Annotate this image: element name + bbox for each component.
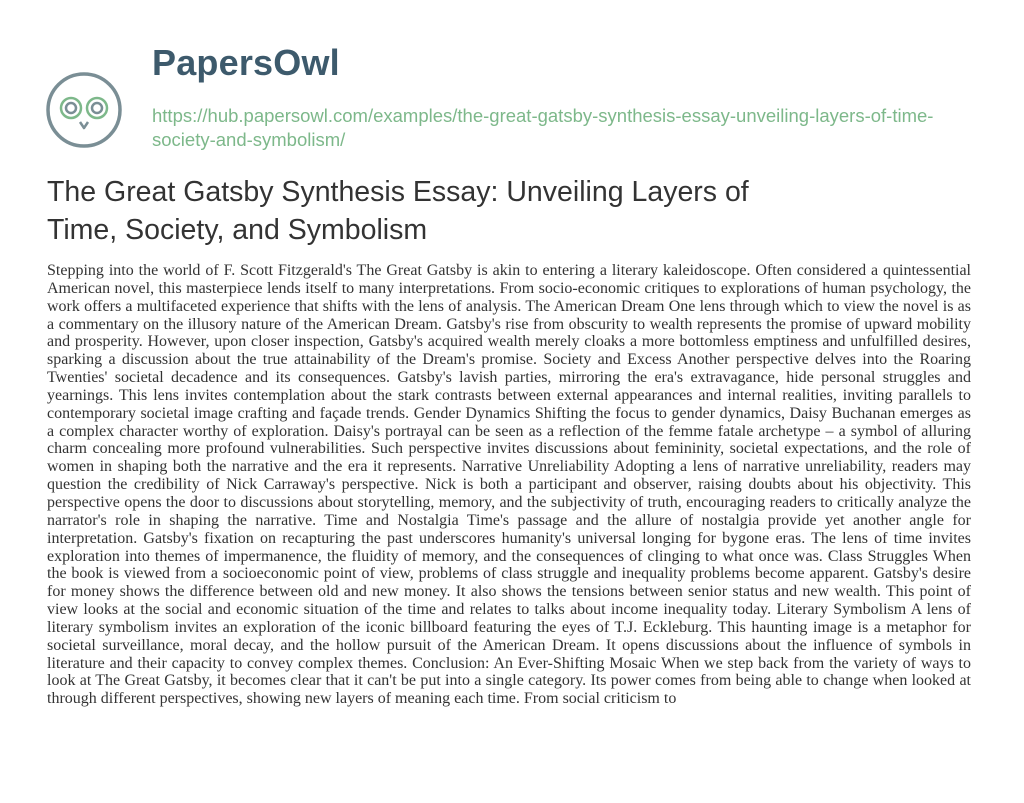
essay-body: Stepping into the world of F. Scott Fitzgerald's The Great Gatsby is akin to entering a literary kaleidoscope. Often considered a quintessential American novel, this masterpiece lends itself to many interpretations. From socio-economic critiques to explorations of human psychology, the work offers a multifaceted experience that shifts with the lens of analysis. The American Dream One lens through which to view the novel is as a commentary on the illusory nature of the American Dream. Gatsby's rise from obscurity to wealth represents the promise of upward mobility and prosperity. However, upon closer inspection, Gatsby's acquired wealth merely cloaks a more bottomless emptiness and unfulfilled desires, sparking a discussion about the true attainability of the Dream's promise. Society and Excess Another perspective delves into the Roaring Twenties' societal decadence and its consequences. Gatsby's lavish parties, mirroring the era's extravagance, hide personal struggles and yearnings. This lens invites contemplation about the stark contrasts between external appearances and internal realities, inviting parallels to contemporary societal image crafting and façade trends. Gender Dynamics Shifting the focus to gender dynamics, Daisy Buchanan emerges as a complex character worthy of exploration. Daisy's portrayal can be seen as a reflection of the femme fatale archetype – a symbol of alluring charm concealing more profound vulnerabilities. Such perspective invites discussions about femininity, societal expectations, and the role of women in shaping both the narrative and the era it represents. Narrative Unreliability Adopting a lens of narrative unreliability, readers may question the credibility of Nick Carraway's perspective. Nick is both a participant and observer, raising doubts about his objectivity. This perspective opens the door to discussions about storytelling, memory, and the subjectivity of truth, encouraging readers to critically analyze the narrator's role in shaping the narrative. Time and Nostalgia Time's passage and the allure of nostalgia provide yet another angle for interpretation. Gatsby's fixation on recapturing the past underscores humanity's universal longing for bygone eras. The lens of time invites exploration into themes of impermanence, the fluidity of memory, and the consequences of clinging to what once was. Class Struggles When the book is viewed from a socioeconomic point of view, problems of class struggle and inequality problems become apparent. Gatsby's desire for money shows the difference between old and new money. It also shows the tensions between senior status and new wealth. This point of view looks at the social and economic situation of the time and relates to talks about income inequality today. Literary Symbolism A lens of literary symbolism invites an exploration of the iconic billboard featuring the eyes of T.J. Eckleburg. This haunting image is a metaphor for societal surveillance, moral decay, and the hollow pursuit of the American Dream. It opens discussions about the influence of symbols in literature and their capacity to convey complex themes. Conclusion: An Ever-Shifting Mosaic When we step back from the variety of ways to look at The Great Gatsby, it becomes clear that it can't be put into a single category. Its power comes from being able to change when looked at through different perspectives, showing new layers of meaning each time. From social criticism to bbox=[47, 262, 971, 708]
owl-eyes-icon bbox=[44, 70, 124, 150]
essay-title: The Great Gatsby Synthesis Essay: Unveiling Layers of Time, Society, and Symbolism bbox=[47, 176, 749, 246]
source-url-link[interactable]: https://hub.papersowl.com/examples/the-great-gatsby-synthesis-essay-unveiling-layers-of-time-society-and-symbolism/ bbox=[152, 105, 934, 150]
brand-name: PapersOwl bbox=[152, 42, 340, 83]
